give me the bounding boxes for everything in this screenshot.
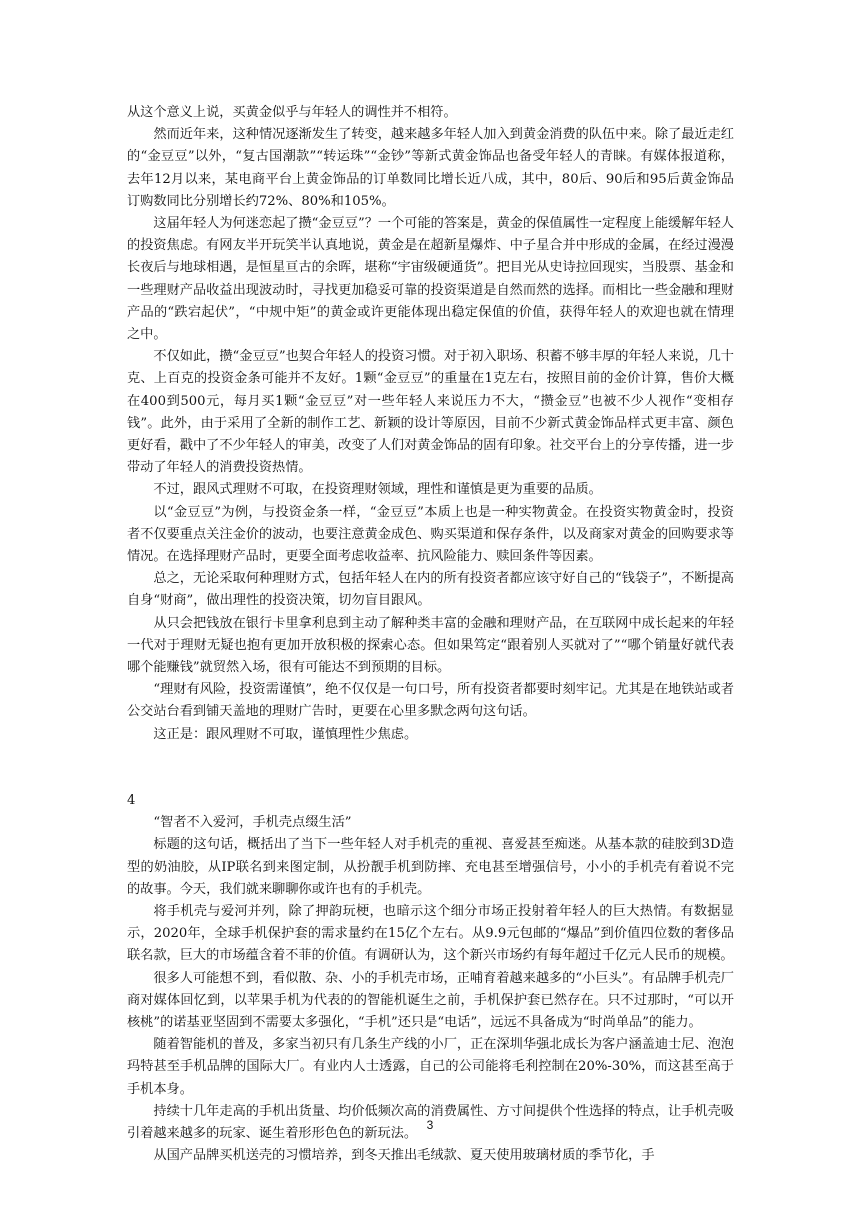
paragraph: 从国产品牌买机送壳的习惯培养，到冬天推出毛绒款、夏天使用玻璃材质的季节化，手 bbox=[153, 1148, 655, 1164]
paragraph: 将手机壳与爱河并列，除了押韵玩梗，也暗示这个细分市场正投射着年轻人的巨大热情。有数据显示，2020年，全球手机保护套的需求量约在15亿个左右。从9.9元包邮的“爆品”到价值四位数的奢侈品联名款，巨大的市场蕴含着不菲的价值。有调研认为，这个新兴市场约有每年超过千亿元人民币的规模。 bbox=[127, 903, 734, 964]
paragraph: 不过，跟风式理财不可取，在投资理财领域，理性和谨慎是更为重要的品质。 bbox=[153, 482, 602, 498]
paragraph: 随着智能机的普及，多家当初只有几条生产线的小厂，正在深圳华强北成长为客户涵盖迪士尼、泡泡玛特甚至手机品牌的国际大厂。有业内人士透露，自己的公司能将毛利控制在20%-30%，而这甚至高于手机本身。 bbox=[127, 1037, 734, 1097]
page-number: 3 bbox=[426, 1118, 434, 1132]
paragraph: 不仅如此，攒“金豆豆”也契合年轻人的投资习惯。对于初入职场、积蓄不够丰厚的年轻人来说，几十克、上百克的投资金条可能并不友好。1颗“金豆豆”的重量在1克左右，按照目前的金价计算，售价大概在400到500元，每月买1颗“金豆豆”对一些年轻人来说压力不大，“攒金豆”也被不少人视作“变相存钱”。此外，由于采用了全新的制作工艺、新颖的设计等原因，目前不少新式黄金饰品样式更丰富、颜色更好看，戳中了不少年轻人的审美，改变了人们对黄金饰品的固有印象。社交平台上的分享传播，进一步带动了年轻人的消费投资热情。 bbox=[127, 349, 734, 476]
paragraph: 从这个意义上说，买黄金似乎与年轻人的调性并不相符。 bbox=[127, 105, 457, 120]
paragraph: 这正是：跟风理财不可取，谨慎理性少焦虑。 bbox=[153, 726, 418, 742]
paragraph: 持续十几年走高的手机出货量、均价低频次高的消费属性、方寸间提供个性选择的特点，让手机壳吸引着越来越多的玩家、诞生着形形色色的新玩法。 bbox=[127, 1103, 734, 1141]
article-section-gold bbox=[127, 102, 734, 746]
paragraph: 标题的这句话，概括出了当下一些年轻人对手机壳的重视、喜爱甚至痴迷。从基本款的硅胶到3D造型的奶油胶，从IP联名到来图定制，从扮靓手机到防摔、充电甚至增强信号，小小的手机壳有着说不完的故事。今天，我们就来聊聊你或许也有的手机壳。 bbox=[127, 837, 734, 897]
paragraph: 以“金豆豆”为例，与投资金条一样，“金豆豆”本质上也是一种实物黄金。在投资实物黄金时，投资者不仅要重点关注金价的波动，也要注意黄金成色、购买渠道和保存条件，以及商家对黄金的回购要求等情况。在选择理财产品时，更要全面考虑收益率、抗风险能力、赎回条件等因素。 bbox=[127, 504, 734, 565]
section-gap bbox=[127, 746, 734, 790]
paragraph: 这届年轻人为何迷恋起了攒“金豆豆”？一个可能的答案是，黄金的保值属性一定程度上能缓解年轻人的投资焦虑。有网友半开玩笑半认真地说，黄金是在超新星爆炸、中子星合并中形成的金属，在经过漫漫长夜后与地球相遇，是恒星亘古的余晖，堪称“宇宙级硬通货”。把目光从史诗拉回现实，当股票、基金和一些理财产品收益出现波动时，寻找更加稳妥可靠的投资渠道是自然而然的选择。而相比一些金融和理财产品的“跌宕起伏”，“中规中矩”的黄金或许更能体现出稳定保值的价值，获得年轻人的欢迎也就在情理之中。 bbox=[127, 216, 734, 343]
paragraph: “理财有风险，投资需谨慎”，绝不仅仅是一句口号，所有投资者都要时刻牢记。尤其是在地铁站或者公交站台看到铺天盖地的理财广告时，更要在心里多默念两句这句话。 bbox=[127, 682, 734, 720]
paragraph: 然而近年来，这种情况逐渐发生了转变，越来越多年轻人加入到黄金消费的队伍中来。除了最近走红的“金豆豆”以外，“复古国潮款”“转运珠”“金钞”等新式黄金饰品也备受年轻人的青睐。有媒体报道称，去年12月以来，某电商平台上黄金饰品的订单数同比增长近八成，其中，80后、90后和95后黄金饰品订购数同比分别增长约72%、80%和105%。 bbox=[127, 127, 734, 209]
section-number: 4 bbox=[127, 792, 136, 808]
paragraph: 从只会把钱放在银行卡里拿利息到主动了解种类丰富的金融和理财产品，在互联网中成长起来的年轻一代对于理财无疑也抱有更加开放积极的探索心态。但如果笃定“跟着别人买就对了”“哪个销量好就代表哪个能赚钱”就贸然入场，很有可能达不到预期的目标。 bbox=[127, 615, 734, 676]
section-title: “智者不入爱河，手机壳点缀生活” bbox=[153, 815, 352, 831]
paragraph: 很多人可能想不到，看似散、杂、小的手机壳市场，正哺育着越来越多的“小巨头”。有品牌手机壳厂商对媒体回忆到，以苹果手机为代表的的智能机诞生之前，手机保护套已然存在。只不过那时，“可以开核桃”的诺基亚坚固到不需要太多强化，“手机”还只是“电话”，远远不具备成为“时尚单品”的能力。 bbox=[127, 970, 734, 1030]
paragraph: 总之，无论采取何种理财方式，包括年轻人在内的所有投资者都应该守好自己的“钱袋子”，不断提高自身“财商”，做出理性的投资决策，切勿盲目跟风。 bbox=[127, 571, 734, 609]
article-body bbox=[127, 102, 734, 1167]
